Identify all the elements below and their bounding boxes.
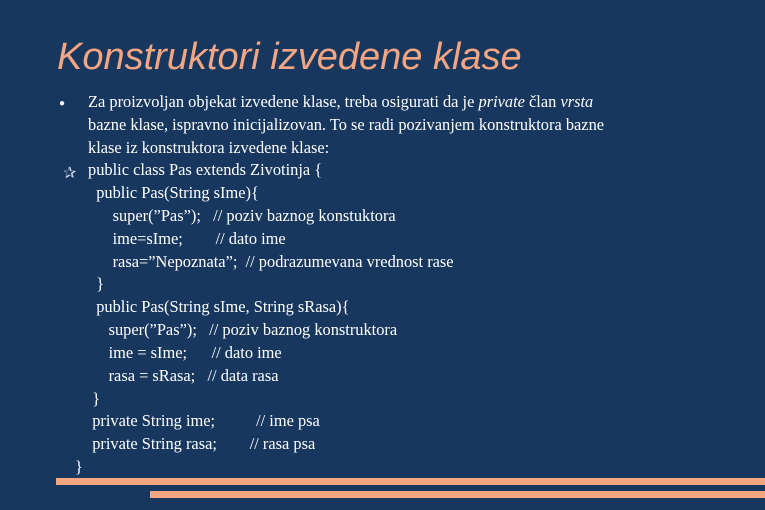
code-line: public class Pas extends Zivotinja {: [88, 160, 323, 179]
code-line: private String ime; // ime psa: [84, 411, 320, 430]
intro-line-2: bazne klase, ispravno inicijalizovan. To se radi pozivanjem konstruktora bazne: [88, 115, 605, 134]
decorative-bar-bottom: [150, 491, 765, 498]
code-line: private String rasa; // rasa psa: [84, 434, 316, 453]
code-line: super(”Pas”); // poziv baznog konstruktora: [84, 320, 398, 339]
slide-title: Konstruktori izvedene klase: [57, 36, 522, 78]
bullet-dot-icon: ●: [59, 98, 66, 109]
code-line: }: [75, 457, 83, 476]
code-line: }: [88, 274, 105, 293]
intro-line-1: Za proizvoljan objekat izvedene klase, treba osigurati da je private član vrsta: [88, 92, 594, 111]
bullet-star-icon: ✰: [63, 165, 77, 182]
code-line: }: [84, 389, 101, 408]
code-line: rasa=”Nepoznata”; // podrazumevana vrednost rase: [88, 252, 454, 271]
code-line: public Pas(String sIme, String sRasa){: [88, 297, 350, 316]
code-line: rasa = sRasa; // data rasa: [84, 366, 279, 385]
intro-paragraph: [88, 90, 728, 159]
code-line: ime = sIme; // dato ime: [84, 343, 282, 362]
intro-line-3: klase iz konstruktora izvedene klase:: [88, 138, 330, 157]
code-line: public Pas(String sIme){: [88, 183, 259, 202]
decorative-bar-top: [56, 478, 765, 485]
code-line: super(”Pas”); // poziv baznog konstuktora: [88, 206, 396, 225]
code-line: ime=sIme; // dato ime: [88, 229, 286, 248]
